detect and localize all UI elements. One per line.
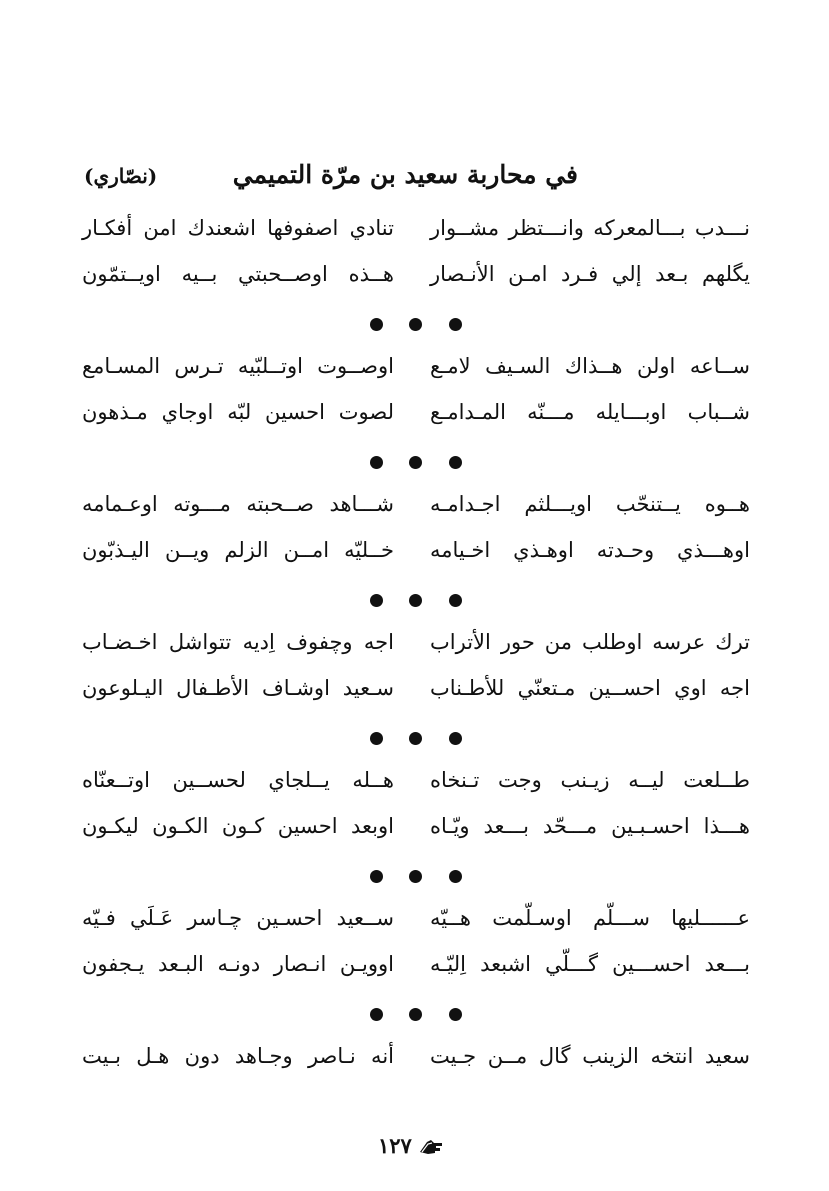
page-number-text: ١٢٧ [378, 1133, 412, 1158]
verse-line [80, 900, 750, 946]
verse-right-hemistich: هـــذا احسـبـين مـــحّد بـــعد ويّـاه [430, 814, 750, 838]
separator-dot [409, 594, 422, 607]
verse-line [80, 486, 750, 532]
verse-left-hemistich: اجه وچفوف اِديه تتواشل اخـضـاب [82, 630, 394, 654]
separator-dot [449, 456, 462, 469]
verse-line [80, 762, 750, 808]
verse-left-hemistich: اوبعد احسين كـون الكـون ليكـون [82, 814, 394, 838]
verse-line [80, 670, 750, 716]
verse-right-hemistich: بـــعد احســـين گـــلّي اشبعد اِليّـه [430, 952, 750, 976]
verse-right-hemistich: سعيد انتخه الزينب گال مــن جـيت [430, 1044, 750, 1068]
separator-dot [409, 732, 422, 745]
verse-left-hemistich: اوويـن انـصار دونـه البـعد يـجفون [82, 952, 394, 976]
verse-line [80, 624, 750, 670]
stanza-separator [80, 302, 750, 348]
verse-left-hemistich: هــله يــلجاي لحســين اوتــعنّاه [82, 768, 394, 792]
separator-dot [409, 456, 422, 469]
verse-line [80, 394, 750, 440]
separator-dot [370, 594, 383, 607]
tune-label: (نصّاري) [84, 164, 158, 188]
verse-right-hemistich: ترك عرسه اوطلب من حور الأتراب [430, 630, 750, 654]
separator-dot [449, 594, 462, 607]
verse-line [80, 808, 750, 854]
poem-title: في محاربة سعيد بن مرّة التميمي [232, 160, 578, 189]
verse-line [80, 946, 750, 992]
stanza-separator [80, 578, 750, 624]
verse-line [80, 348, 750, 394]
page-number [374, 1133, 464, 1163]
separator-dot [449, 870, 462, 883]
separator-dot [370, 1008, 383, 1021]
verse-right-hemistich: نـــدب بـــالمعركه وانـــتظر مشــوار [430, 216, 750, 240]
verse-line [80, 256, 750, 302]
stanza-separator [80, 440, 750, 486]
separator-dot [449, 1008, 462, 1021]
verse-right-hemistich: ســاعه اولن هــذاك السـيف لامـع [430, 354, 750, 378]
verse-left-hemistich: لصوت احسين لبّه اوجاي مـذهون [82, 400, 394, 424]
verse-left-hemistich: هــذه اوصــحبتي بــيه اويــتمّون [82, 262, 394, 286]
stanza-separator [80, 992, 750, 1038]
verse-line [80, 210, 750, 256]
separator-dot [370, 456, 383, 469]
verse-left-hemistich: شـــاهد صــحبته مـــوته اوعـمامه [82, 492, 394, 516]
verse-left-hemistich: سـعيد اوشـاف الأطـفال اليـلوعون [82, 676, 394, 700]
separator-dot [449, 732, 462, 745]
separator-dot [370, 318, 383, 331]
verse-right-hemistich: اوهـــذي وحـدته اوهـذي اخـيامه [430, 538, 750, 562]
verse-right-hemistich: شــباب اوبـــايله مـــنّه المـدامـع [430, 400, 750, 424]
verse-right-hemistich: هــوه يــتنحّب اويـــلثم اجـدامـه [430, 492, 750, 516]
verse-left-hemistich: أنه نـاصر وجـاهد دون هـل بـيت [82, 1044, 394, 1068]
stanza-separator [80, 854, 750, 900]
separator-dot [370, 870, 383, 883]
verse-right-hemistich: طــلعت ليــه زيـنب وجت تـنخاه [430, 768, 750, 792]
verse-line [80, 532, 750, 578]
stanza-separator [80, 716, 750, 762]
separator-dot [409, 318, 422, 331]
poem-body [80, 210, 750, 1084]
verse-right-hemistich: يگلهم بـعد إلي فـرد امـن الأنـصار [430, 262, 750, 286]
verse-left-hemistich: ســعيد احسـين چـاسر عَـلَي فـيّه [82, 906, 394, 930]
verse-left-hemistich: اوصــوت اوتــلبّيه تـرس المسـامع [82, 354, 394, 378]
separator-dot [409, 1008, 422, 1021]
verse-right-hemistich: عــــــليها ســـلّم اوسـلّمت هــيّه [430, 906, 750, 930]
separator-dot [370, 732, 383, 745]
separator-dot [449, 318, 462, 331]
verse-right-hemistich: اجه اوي احســين مـتعنّي للأطـناب [430, 676, 750, 700]
verse-line [80, 1038, 750, 1084]
verse-left-hemistich: خــليّه امــن الزلم ويــن اليـذبّون [82, 538, 394, 562]
separator-dot [409, 870, 422, 883]
hand-pointer-icon [418, 1137, 444, 1157]
poem-header [80, 160, 750, 200]
verse-left-hemistich: تنادي اصفوفها اشعندك امن أفكـار [82, 216, 394, 240]
